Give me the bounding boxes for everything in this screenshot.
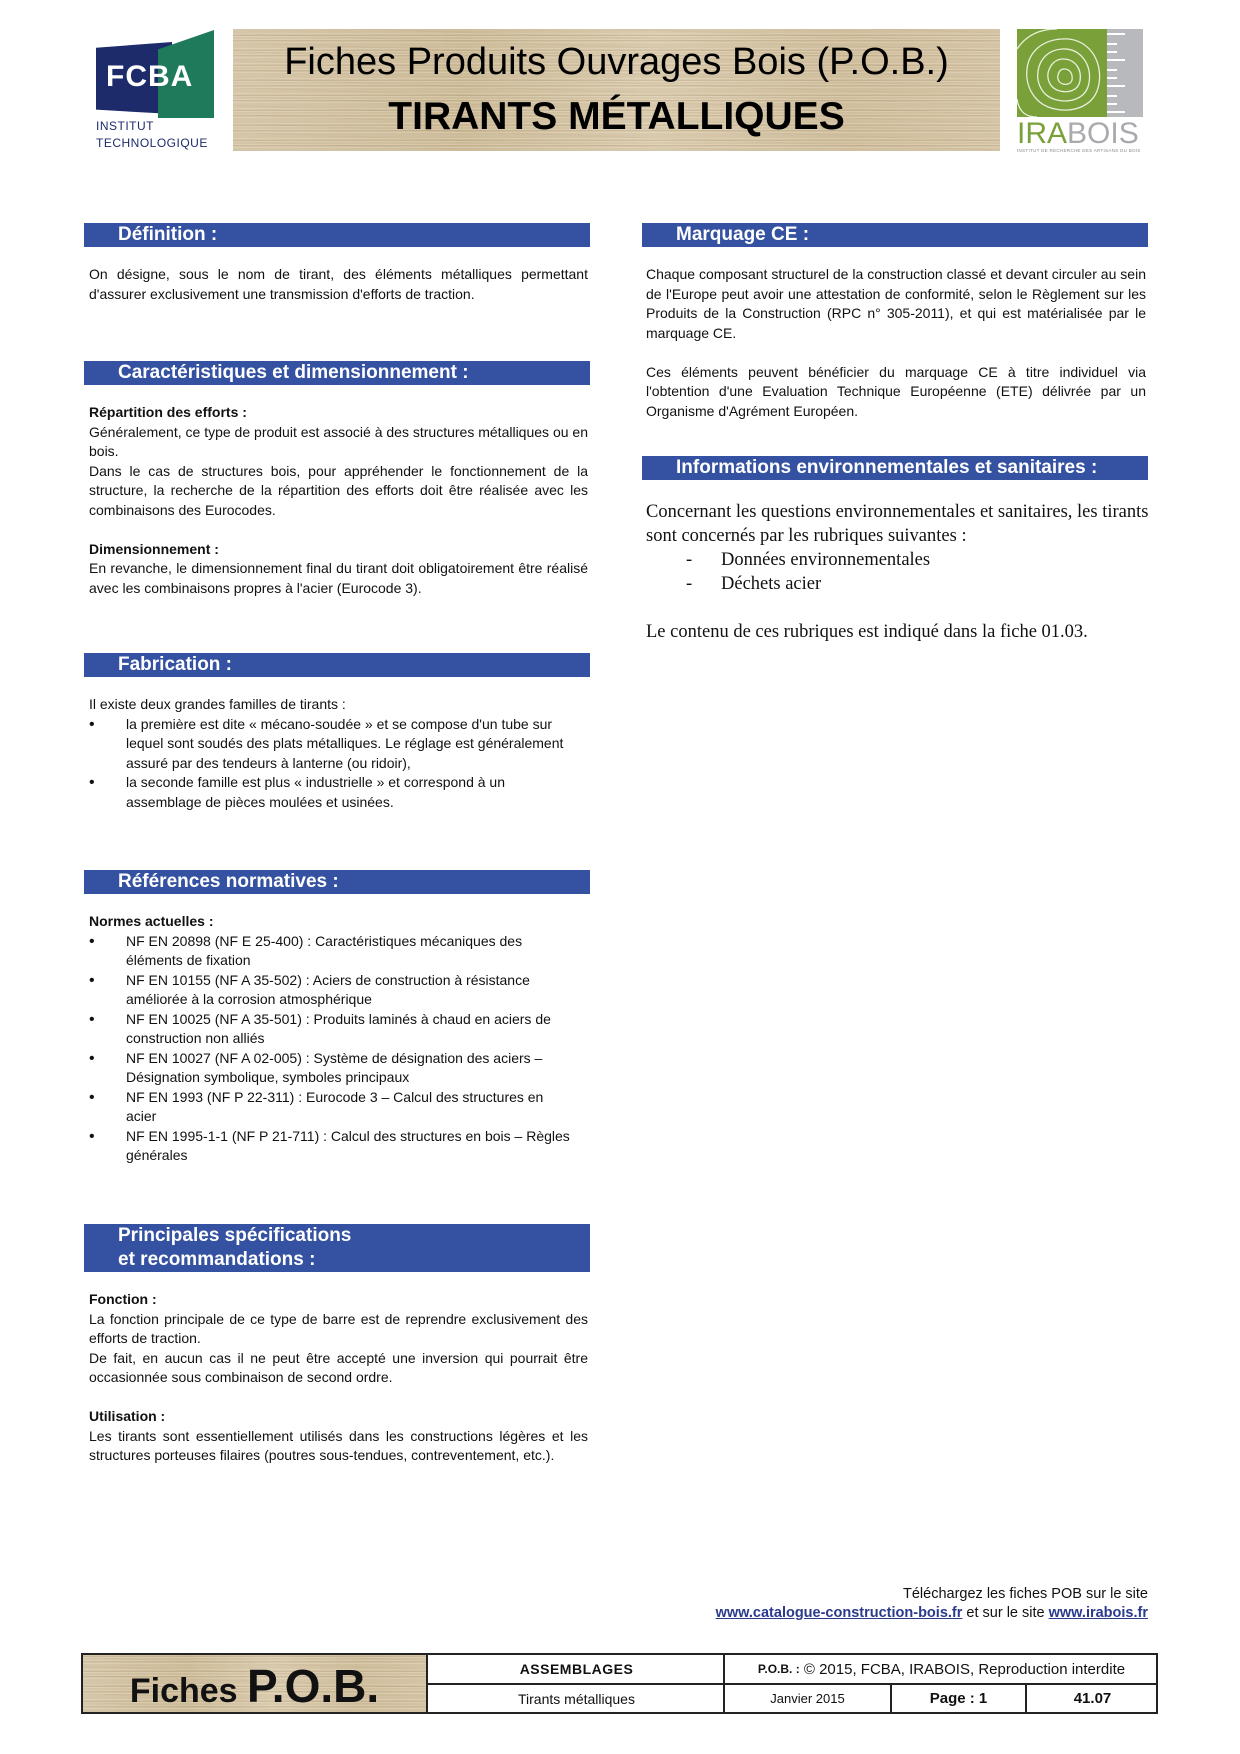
irabois-logo [1017, 29, 1143, 153]
footer-page-number: Page : 1 [929, 1690, 988, 1707]
section-header-caracteristiques: Caractéristiques et dimensionnement : [84, 361, 590, 385]
footer-table [81, 1653, 1158, 1714]
irabois-contour-icon [1017, 29, 1107, 117]
list-item: - Déchets acier [646, 572, 1151, 596]
fonction-paragraph-2: De fait, en aucun cas il ne peut être accepté une inversion qui pourrait être occasionnée sous combinaison de second ordre. [89, 1349, 588, 1385]
list-item: • NF EN 10025 (NF A 35-501) : Produits laminés à chaud en aciers de construction non alliés [89, 1010, 588, 1049]
repartition-paragraph-1: Généralement, ce type de produit est associé à des structures métalliques ou en bois. [89, 423, 588, 459]
list-item: • la seconde famille est plus « industrielle » et correspond à un assemblage de pièces moulées et usinées. [89, 773, 588, 812]
catalogue-link[interactable]: www.catalogue-construction-bois.fr [715, 1605, 963, 1621]
title-banner [233, 29, 1000, 151]
fonction-paragraph-1: La fonction principale de ce type de barre est de reprendre exclusivement des efforts de traction. [89, 1310, 588, 1346]
footer-product: Tirants métalliques [518, 1690, 635, 1707]
fabrication-intro: Il existe deux grandes familles de tirants : [89, 696, 346, 712]
subheading-repartition: Répartition des efforts : [89, 404, 247, 420]
environnement-outro: Le contenu de ces rubriques est indiqué dans la fiche 01.03. [646, 622, 1088, 642]
list-item: - Données environnementales [646, 548, 1151, 572]
definition-paragraph: On désigne, sous le nom de tirant, des éléments métalliques permettant d'assurer exclusivement une transmission d'efforts de traction. [89, 266, 588, 302]
subheading-utilisation: Utilisation : [89, 1408, 166, 1424]
fcba-tagline-line2: TECHNOLOGIQUE [96, 136, 208, 150]
specifications-title-line1: Principales spécifications [118, 1225, 352, 1246]
footer-copyright-text: © 2015, FCBA, IRABOIS, Reproduction interdite [799, 1660, 1126, 1678]
list-item: • NF EN 10155 (NF A 35-502) : Aciers de construction à résistance améliorée à la corrosion atmosphérique [89, 971, 588, 1010]
irabois-name-green: IRA [1017, 117, 1068, 150]
irabois-logo-tagline: INSTITUT DE RECHERCHE DES ARTISANS DU BOIS [1017, 148, 1141, 153]
section-header-definition: Définition : [84, 223, 590, 247]
specifications-title-line2: et recommandations : [118, 1249, 316, 1270]
footer-category: ASSEMBLAGES [519, 1661, 634, 1677]
definition-text [89, 265, 588, 304]
footer-copyright [725, 1655, 1158, 1683]
footer-fiche-code: 41.07 [1073, 1690, 1112, 1707]
footer-date: Janvier 2015 [770, 1691, 845, 1706]
irabois-ruler-icon [1107, 29, 1143, 117]
fcba-tagline-line1: INSTITUT [96, 119, 154, 133]
fabrication-list [89, 715, 588, 813]
subheading-normes: Normes actuelles : [89, 913, 214, 929]
document-title: Fiches Produits Ouvrages Bois (P.O.B.) [284, 41, 949, 83]
footer-brand-small: Fiches [129, 1672, 248, 1710]
footer-brand-text [83, 1659, 426, 1713]
list-item: • NF EN 10027 (NF A 02-005) : Système de désignation des aciers – Désignation symbolique, symboles principaux [89, 1049, 588, 1088]
marquage-paragraph-1: Chaque composant structurel de la construction classé et devant circuler au sein de l'Europe peut avoir une attestation de conformité, selon le Règlement sur les Produits de la Construction (RPC n° 305-2011), et qui est matérialisée par le marquage CE. [646, 266, 1146, 341]
environnement-intro: Concernant les questions environnementales et sanitaires, les tirants sont concernés par les rubriques suivantes : [646, 502, 1149, 546]
download-note [716, 1585, 1148, 1623]
list-item: • la première est dite « mécano-soudée » et se compose d'un tube sur lequel sont soudés des plats métalliques. Le réglage est généralement assuré par des tendeurs à lanterne (ou ridoir), [89, 715, 588, 774]
footer-copyright-prefix: P.O.B. : [757, 1662, 800, 1676]
caracteristiques-text [89, 403, 588, 598]
marquage-paragraph-2: Ces éléments peuvent bénéficier du marquage CE à titre individuel via l'obtention d'une Evaluation Technique Européenne (ETE) délivrée par un Organisme d'Agrément Européen. [646, 363, 1146, 419]
specifications-text [89, 1290, 588, 1466]
document-subtitle: TIRANTS MÉTALLIQUES [388, 95, 845, 138]
fcba-logo-name: FCBA [106, 60, 194, 93]
repartition-paragraph-2: Dans le cas de structures bois, pour appréhender le fonctionnement de la structure, la recherche de la répartition des efforts doit être réalisée avec les combinaisons des Eurocodes. [89, 462, 588, 518]
section-header-references: Références normatives : [84, 870, 590, 894]
download-note-middle: et sur le site [962, 1605, 1049, 1621]
rubriques-list [646, 548, 1151, 596]
irabois-logo-name [1017, 117, 1139, 151]
utilisation-paragraph: Les tirants sont essentiellement utilisés dans les constructions légères et les structures porteuses filaires (poutres sous-tendues, contreventement, etc.). [89, 1427, 588, 1463]
section-header-fabrication: Fabrication : [84, 653, 590, 677]
environnement-text [646, 500, 1151, 644]
list-item: • NF EN 1995-1-1 (NF P 21-711) : Calcul des structures en bois – Règles générales [89, 1127, 588, 1166]
footer-brand [83, 1655, 428, 1712]
subheading-fonction: Fonction : [89, 1291, 157, 1307]
dimensionnement-paragraph: En revanche, le dimensionnement final du tirant doit obligatoirement être réalisé avec les combinaisons propres à l'acier (Eurocode 3). [89, 560, 588, 596]
fcba-logo [96, 30, 214, 150]
normes-list [89, 932, 588, 1166]
section-header-environnement: Informations environnementales et sanitaires : [642, 456, 1148, 480]
fabrication-text [89, 695, 588, 812]
fcba-logo-tagline [96, 118, 208, 152]
section-header-marquage: Marquage CE : [642, 223, 1148, 247]
marquage-text [646, 265, 1146, 421]
irabois-link[interactable]: www.irabois.fr [1048, 1605, 1148, 1621]
irabois-name-grey: BOIS [1067, 117, 1139, 150]
list-item: • NF EN 1993 (NF P 22-311) : Eurocode 3 – Calcul des structures en acier [89, 1088, 588, 1127]
subheading-dimensionnement: Dimensionnement : [89, 540, 219, 557]
download-note-line1: Téléchargez les fiches POB sur le site [903, 1586, 1148, 1602]
list-item: • NF EN 20898 (NF E 25-400) : Caractéristiques mécaniques des éléments de fixation [89, 932, 588, 971]
footer-brand-big: P.O.B. [247, 1660, 380, 1712]
section-header-specifications [84, 1224, 590, 1272]
references-text [89, 912, 588, 1166]
